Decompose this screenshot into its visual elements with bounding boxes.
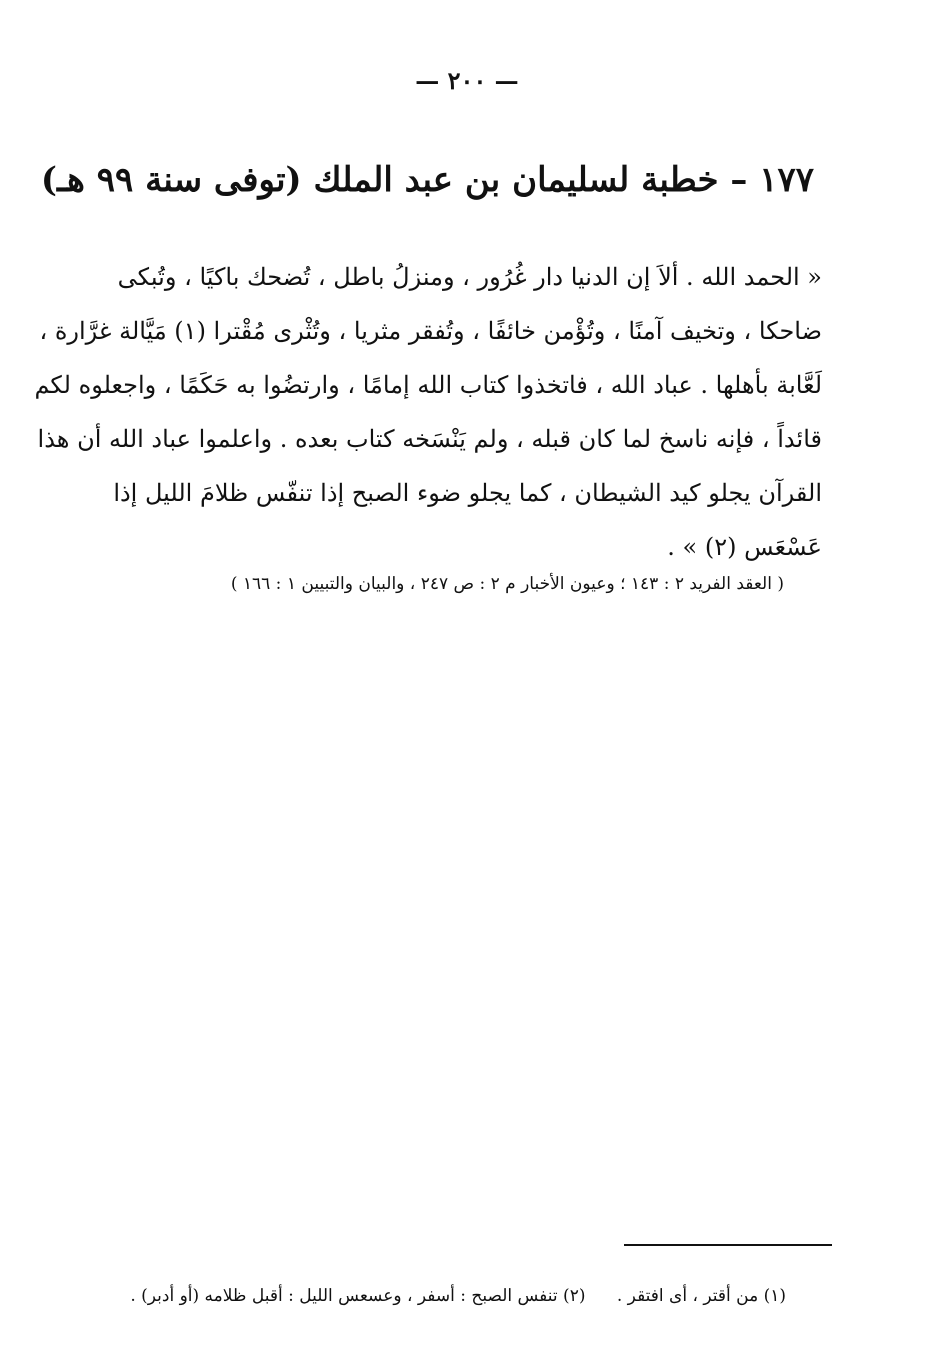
body-line: لَعَّابة بأهلها . عباد الله ، فاتخذوا كتاب الله إمامًا ، وارتضُوا به حَكَمًا ، واجعلوه لكم: [34, 371, 822, 399]
footnote-1: (١) من أقتر ، أى افتقر .: [616, 1286, 786, 1306]
footnote-divider: [624, 1244, 832, 1246]
footnotes: [90, 1286, 786, 1306]
source-citation: ( العقد الفريد ٢ : ١٤٣ ؛ وعيون الأخبار م ٢ : ص ٢٤٧ ، والبيان والتبيين ١ : ١٦٦ ): [230, 574, 784, 594]
body-line: قائداً ، فإنه ناسخ لما كان قبله ، ولم يَنْسَخه كتاب بعده . واعلموا عباد الله أن هذا: [37, 425, 822, 453]
body-line: « الحمد الله . ألاَ إن الدنيا دار غُرُور ، ومنزلُ باطل ، تُضحك باكيًا ، وتُبكى: [117, 263, 822, 291]
body-line: عَسْعَس (٢) » .: [667, 533, 822, 561]
body-line: ضاحكا ، وتخيف آمنًا ، وتُؤْمن خائفًا ، وتُفقر مثريا ، وتُثْرى مُقْترا (١) مَيَّالة غرَّارة ،: [39, 317, 822, 345]
footnote-2: (٢) تنفس الصبح : أسفر ، وعسعس الليل : أقبل ظلامه (أو أدبر) .: [130, 1286, 586, 1306]
body-line: القرآن يجلو كيد الشيطان ، كما يجلو ضوء الصبح إذا تنفّس ظلامَ الليل إذا: [113, 479, 822, 507]
page-number: — ٢٠٠ —: [415, 66, 519, 95]
sermon-title: ١٧٧ – خطبة لسليمان بن عبد الملك (توفى سنة ٩٩ هـ): [40, 160, 814, 200]
sermon-body: [34, 250, 822, 574]
